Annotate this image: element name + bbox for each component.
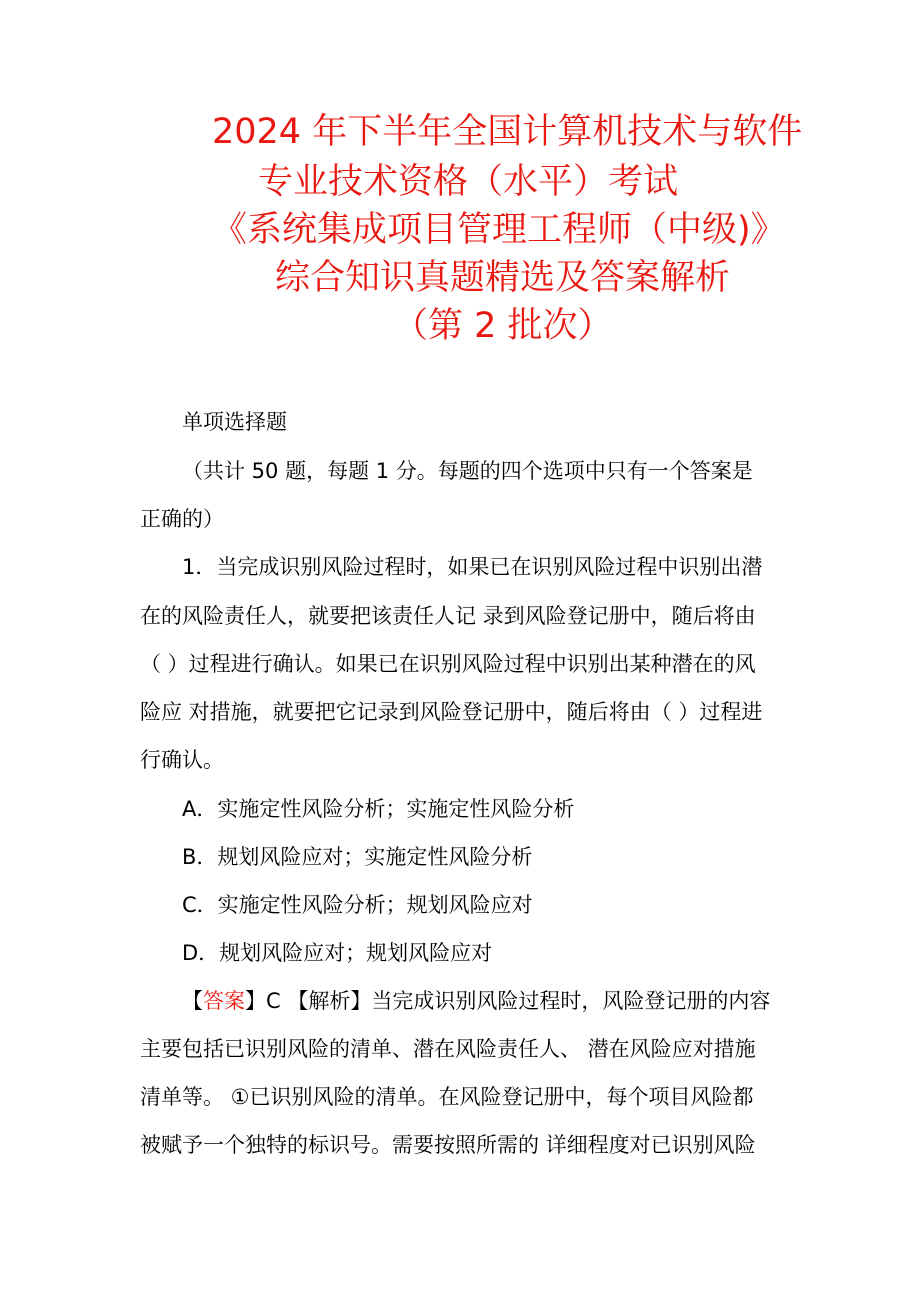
answer-rest: 】C 【解析】当完成识别风险过程时，风险登记册的内容 xyxy=(245,989,771,1013)
analysis-line-4: 被赋予一个独特的标识号。需要按照所需的 详细程度对已识别风险 xyxy=(140,1133,756,1157)
analysis-line-3: 清单等。 ①已识别风险的清单。在风险登记册中，每个项目风险都 xyxy=(140,1085,754,1109)
analysis-line-2: 主要包括已识别风险的清单、潜在风险责任人、 潜在风险应对措施 xyxy=(140,1037,756,1061)
option-b: B．规划风险应对；实施定性风险分析 xyxy=(182,845,533,869)
answer-label: 答案 xyxy=(203,989,245,1013)
section-heading: 单项选择题 xyxy=(182,410,287,434)
title-line-5: （第 2 批次） xyxy=(393,306,613,346)
section-note-line-1: （共计 50 题，每题 1 分。每题的四个选项中只有一个答案是 xyxy=(182,459,753,483)
title-line-2: 专业技术资格（水平）考试 xyxy=(258,162,679,202)
answer-line xyxy=(182,986,770,1016)
question-text-line-2: 在的风险责任人，就要把该责任人记 录到风险登记册中，随后将由 xyxy=(140,604,756,628)
answer-bracket-open: 【 xyxy=(182,989,203,1013)
section-note-line-2: 正确的） xyxy=(140,507,224,531)
title-line-1: 2024 年下半年全国计算机技术与软件 xyxy=(212,112,803,152)
title-line-4: 综合知识真题精选及答案解析 xyxy=(275,258,731,298)
title-line-3: 《系统集成项目管理工程师（中级)》 xyxy=(212,210,786,250)
question-text-line-1: 1．当完成识别风险过程时，如果已在识别风险过程中识别出潜 xyxy=(182,555,763,579)
question-text-line-5: 行确认。 xyxy=(140,748,224,772)
question-text-line-3: （ ）过程进行确认。如果已在识别风险过程中识别出某种潜在的风 xyxy=(140,652,756,676)
question-text-line-4: 险应 对措施，就要把它记录到风险登记册中，随后将由（ ）过程进 xyxy=(140,700,763,724)
option-c: C．实施定性风险分析；规划风险应对 xyxy=(182,893,533,917)
option-d: D．规划风险应对；规划风险应对 xyxy=(182,941,493,965)
option-a: A．实施定性风险分析；实施定性风险分析 xyxy=(182,797,575,821)
